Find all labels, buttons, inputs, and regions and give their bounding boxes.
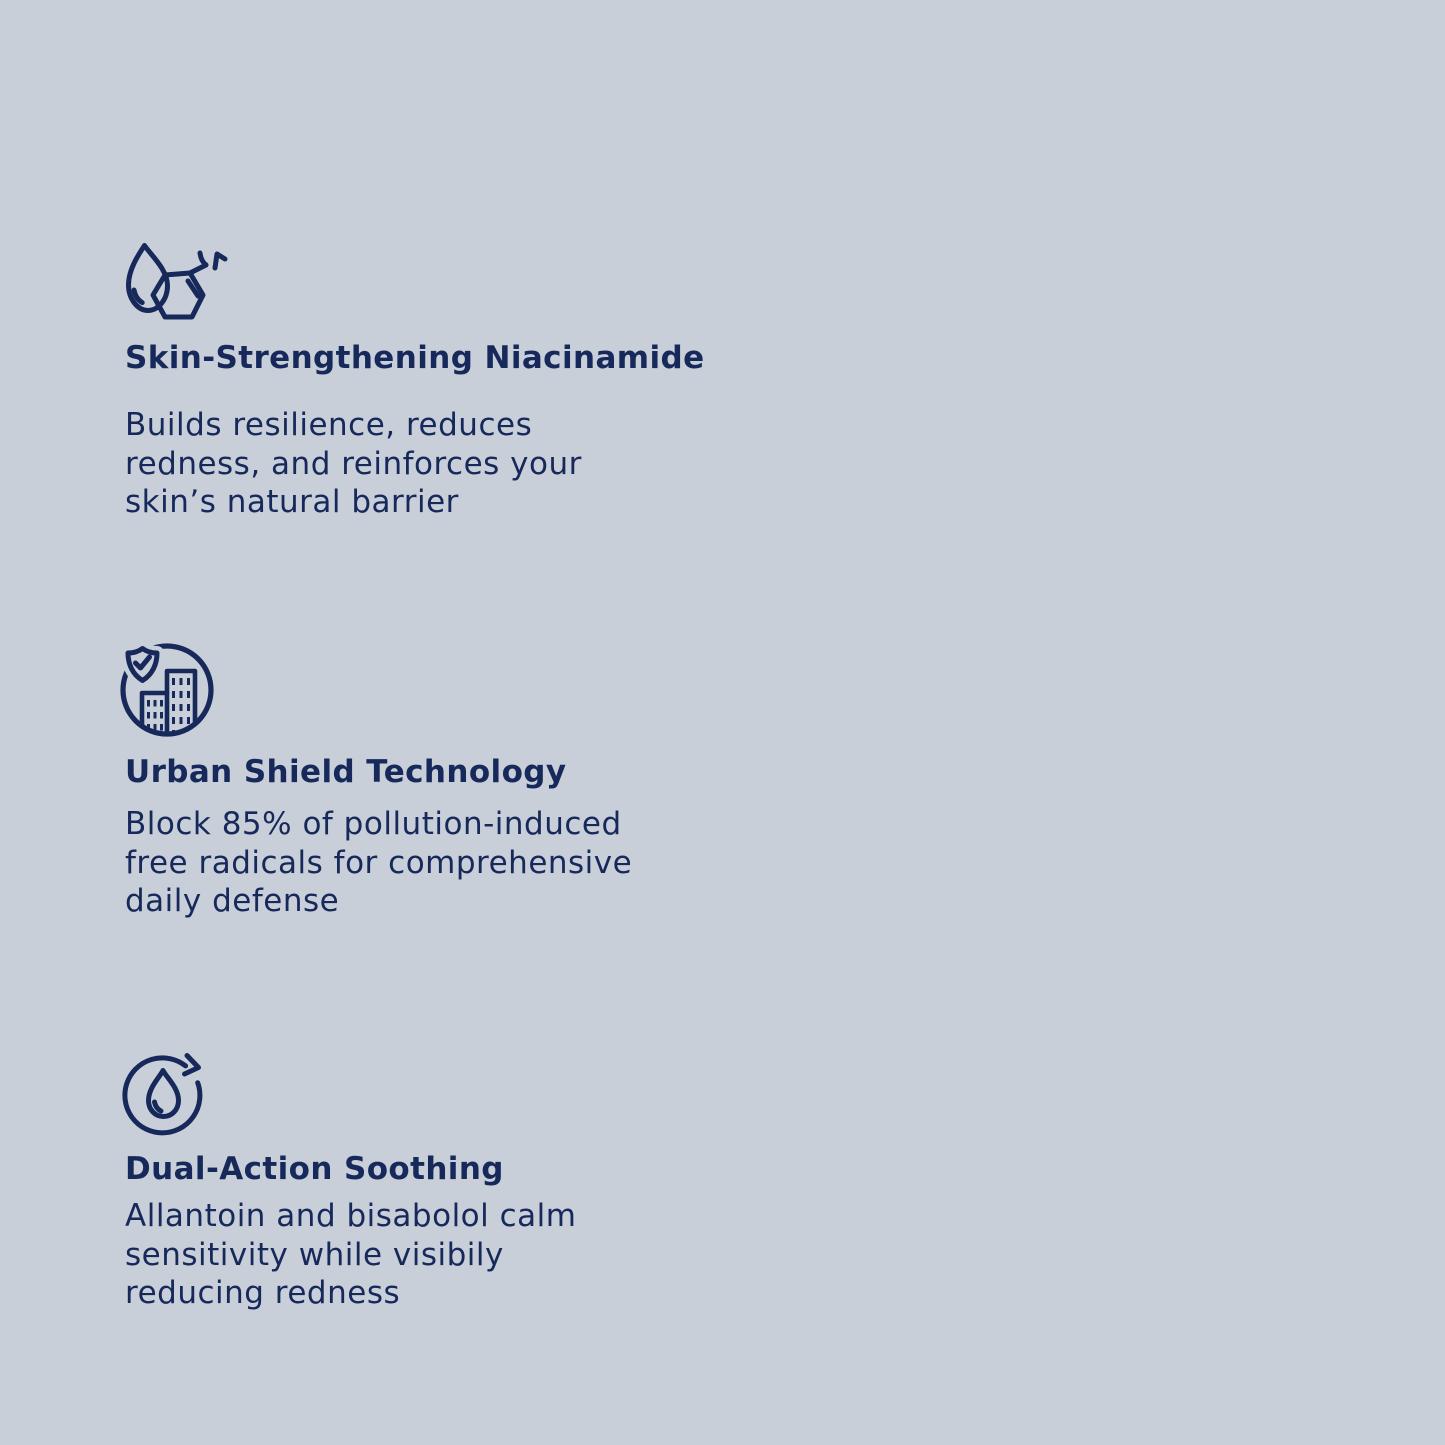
- feature-description-line: skin’s natural barrier: [125, 484, 459, 520]
- feature-description-line: free radicals for comprehensive: [125, 844, 633, 881]
- feature-description-line: reducing redness: [125, 1275, 401, 1311]
- feature-description-line: sensitivity while visibily: [125, 1236, 504, 1273]
- feature-description-line: Builds resilience, reduces: [125, 407, 533, 443]
- feature-description-line: Allantoin and bisabolol calm: [125, 1198, 577, 1234]
- feature-description-line: daily defense: [125, 883, 340, 919]
- feature-description: [125, 805, 632, 921]
- droplet-cycle-icon: [121, 1045, 213, 1141]
- feature-description: [125, 406, 582, 522]
- feature-description: [125, 1197, 576, 1313]
- feature-description-line: redness, and reinforces your: [125, 445, 582, 482]
- feature-section-urban-shield: [125, 641, 845, 1041]
- feature-section-dual-action: [125, 1045, 845, 1345]
- feature-heading: Urban Shield Technology: [125, 754, 567, 790]
- feature-heading: Dual-Action Soothing: [125, 1151, 504, 1187]
- droplet-molecule-icon: [122, 240, 238, 336]
- feature-heading: Skin-Strengthening Niacinamide: [125, 340, 705, 376]
- feature-section-niacinamide: [125, 240, 845, 640]
- shield-city-icon: [118, 641, 218, 745]
- feature-description-line: Block 85% of pollution-induced: [125, 806, 622, 842]
